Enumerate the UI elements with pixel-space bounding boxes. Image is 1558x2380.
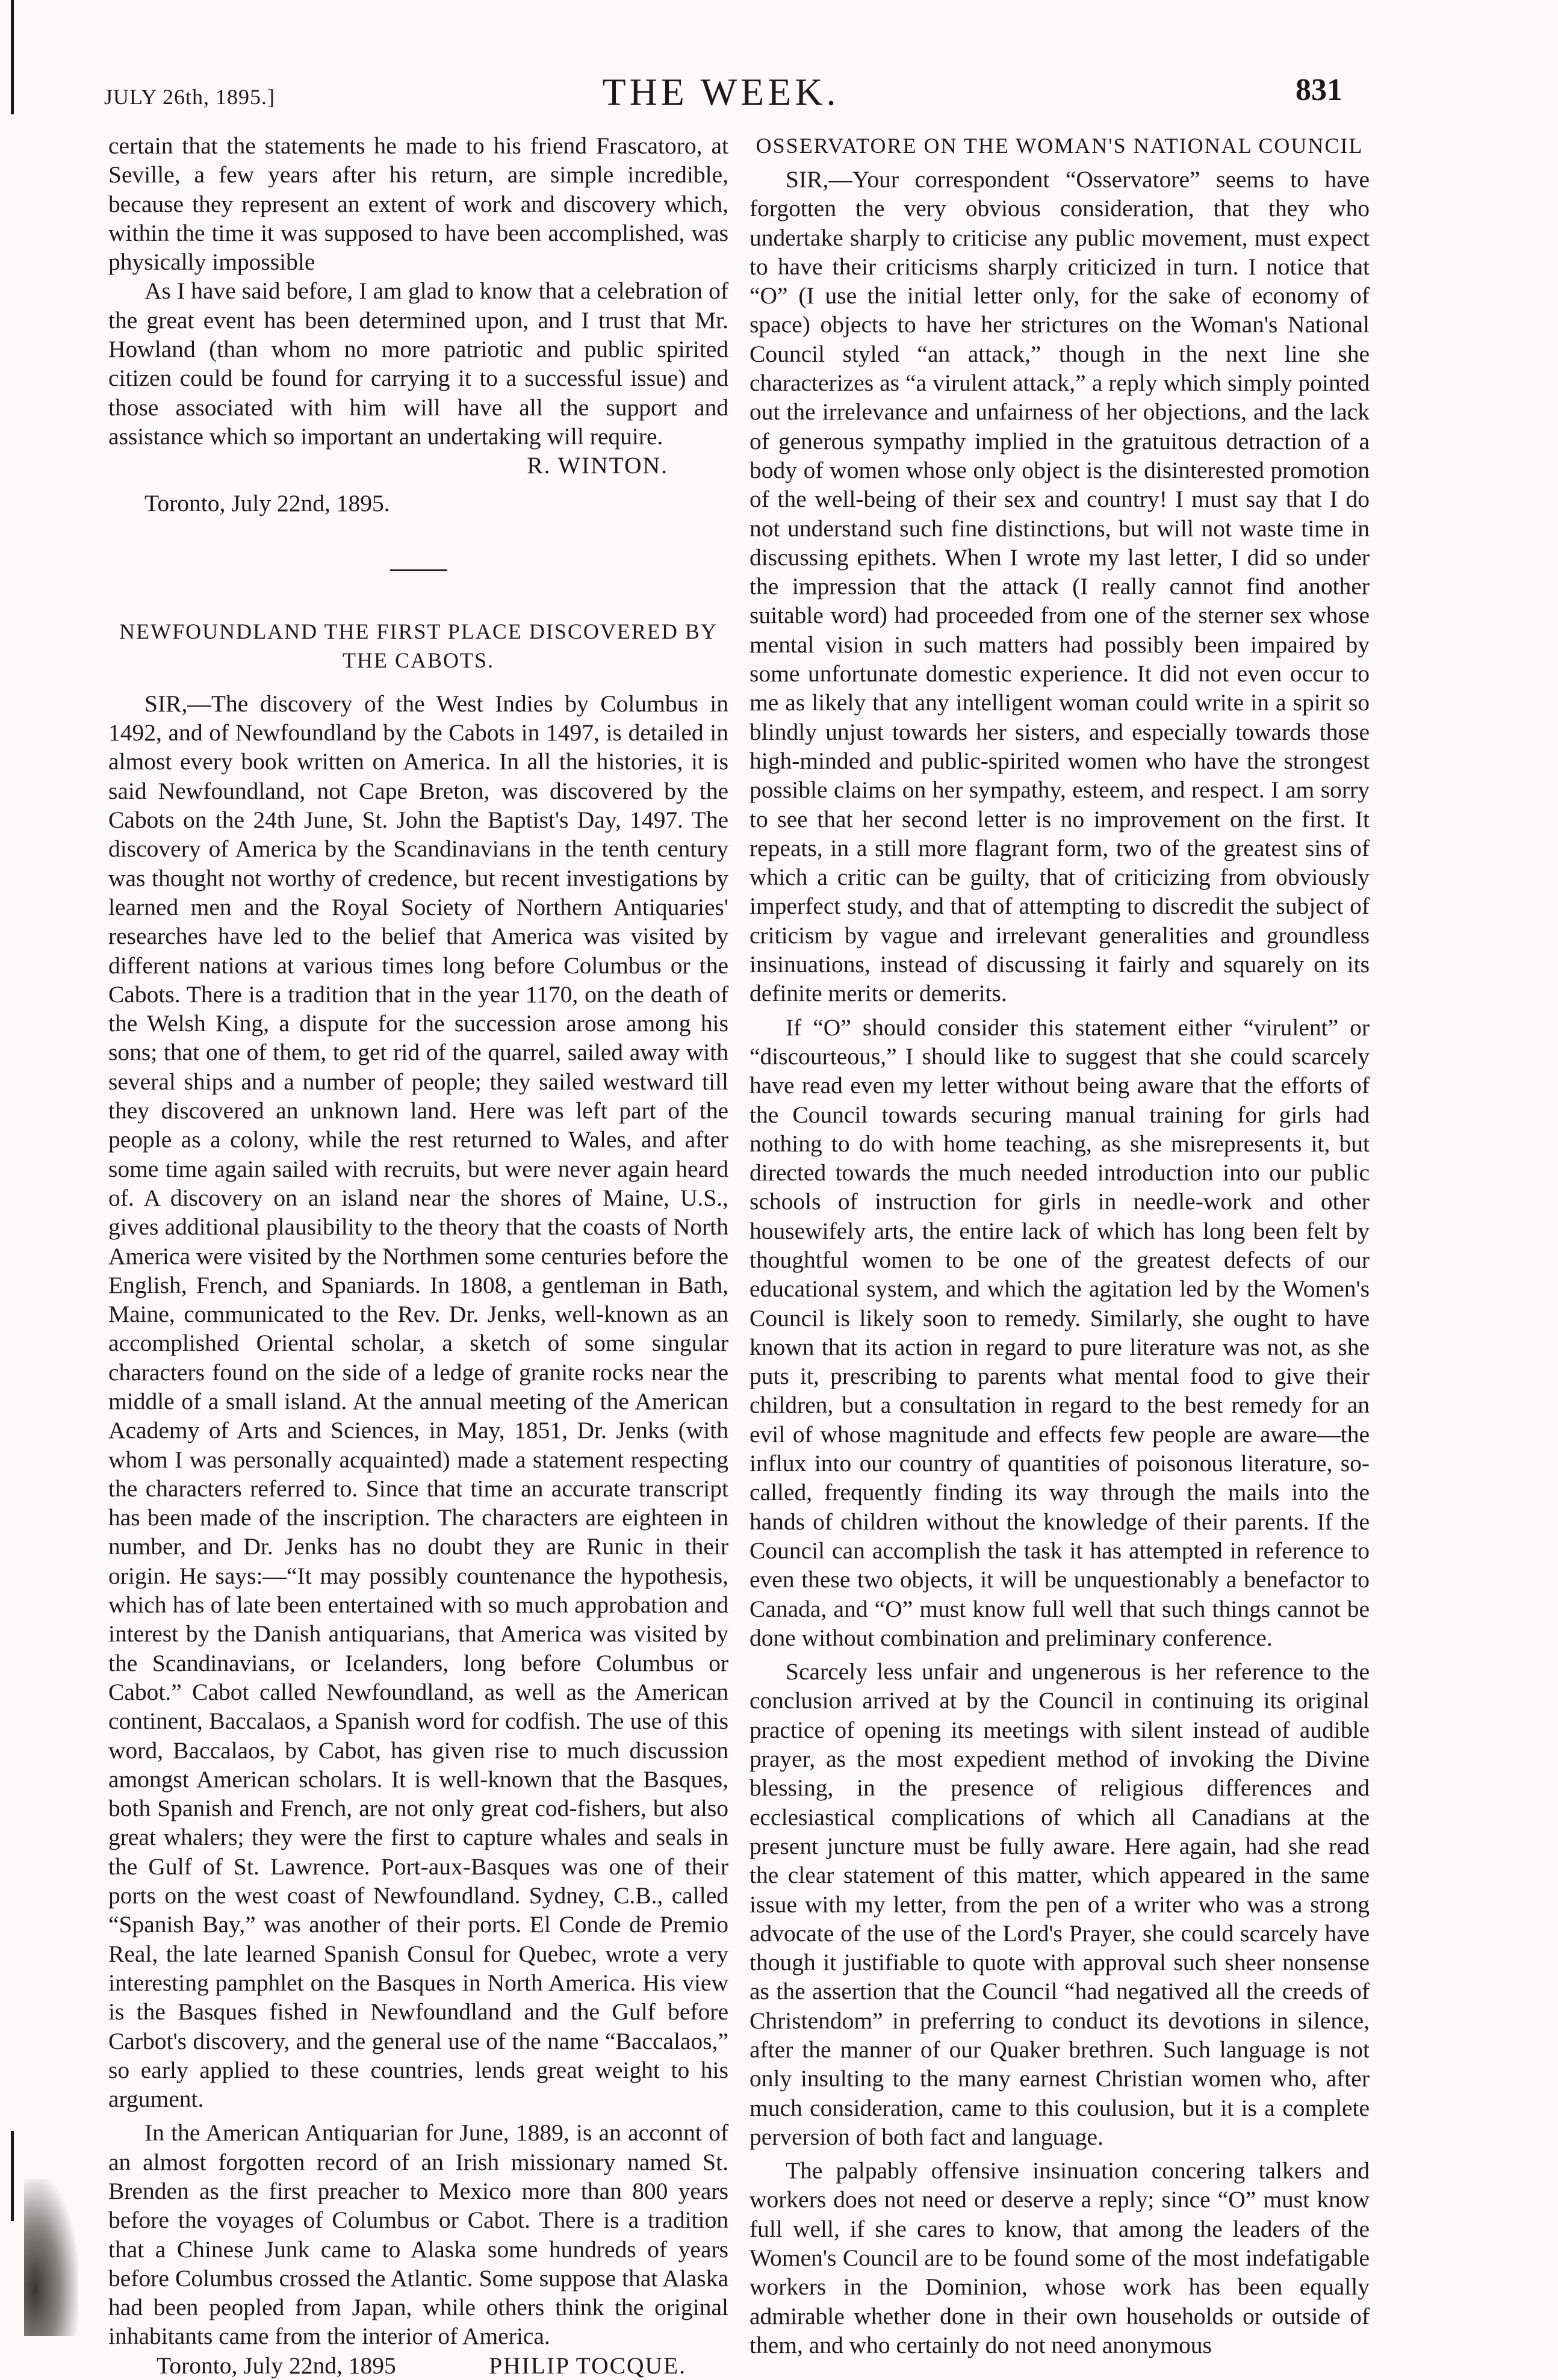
newfoundland-heading: NEWFOUNDLAND THE FIRST PLACE DISCOVERED BY THE CABOTS. xyxy=(119,619,718,672)
tocque-letter-paragraph-1: SIR,—The discovery of the West Indies by Columbus in 1492, and of Newfoundland by the Cabots in 1497, is detailed in almost every book written on America. In all the histories, it is said Newfoundland, not Cape Breton, was discovered by the Cabots on the 24th June, St. John the Baptist's Day, 1497. The discovery of America by the Scandinavians in the tenth century was thought not worthy of credence, but recent investigations by learned men and the Royal Society of Northern Antiquaries' researches have led to the belief that America was visited by different nations at various times long before Columbus or the Cabots. There is a tradition that in the year 1170, on the death of the Welsh King, a dispute for the succession arose among his sons; that one of them, to get rid of the quarrel, sailed away with several ships and a number of people; they sailed westward till they discovered an unknown land. Here was left part of the people as a colony, while the rest returned to Wales, and after some time again sailed with recruits, but were never again heard of. A discovery on an island near the shores of Maine, U.S., gives additional plausibility to the theory that the coasts of North America were visited by the Northmen some centuries before the English, French, and Spaniards. In 1808, a gentleman in Bath, Maine, communicated to the Rev. Dr. Jenks, well-known as an accomplished Oriental scholar, a sketch of some singular characters found on the side of a ledge of granite rocks near the middle of a small island. At the annual meeting of the American Academy of Arts and Sciences, in May, 1851, Dr. Jenks (with whom I was personally acquainted) made a statement respecting the characters referred to. Since that time an accurate transcript has been made of the inscription. The characters are eighteen in number, and Dr. Jenks has no doubt they are Runic in their origin. He says:—“It may possibly countenance the hypothesis, which has of late been entertained with so much approbation and interest by the Danish antiquarians, that America was visited by the Scandinavians, or Icelanders, long before Columbus or Cabot.” Cabot called Newfoundland, as well as the American continent, Baccalaos, a Spanish word for codfish. The use of this word, Baccalaos, by Cabot, has given rise to much discussion amongst American scholars. It is well-known that the Basques, both Spanish and French, are not only great cod-fishers, but also great whalers; they were the first to capture whales and seals in the Gulf of St. Lawrence. Port-aux-Basques was one of their ports on the west coast of Newfoundland. Sydney, C.B., called “Spanish Bay,” was another of their ports. El Conde de Premio Real, the late learned Spanish Consul for Quebec, wrote a very interesting pamphlet on the Basques in North America. His view is the Basques fished in Newfoundland and the Gulf before Carbot's discovery, and the general use of the name “Baccalaos,” so early applied to these countries, lends great weight to his argument. xyxy=(108,690,728,2113)
page-header xyxy=(99,65,1342,125)
winton-dateline: Toronto, July 22nd, 1895. xyxy=(144,489,390,516)
right-column xyxy=(750,131,1370,2360)
osservatore-paragraph-3: Scarcely less unfair and ungenerous is her reference to the conclusion arrived at by the Council in continuing its original practice of opening its meetings with silent instead of audible prayer, as the most expedient method of invoking the Divine blessing, in the presence of religious differences and ecclesiastical complications of which all Canadians at the present juncture must be fully aware. Here again, had she read the clear statement of this matter, which appeared in the same issue with my letter, from the pen of a writer who was a strong advocate of the use of the Lord's Prayer, she could scarcely have though it justifiable to quote with approval such sheer nonsense as the assertion that the Council “had negatived all the creeds of Christendom” in preferring to conduct its devotions in silence, after the manner of our Quaker brethren. Such language is not only insulting to the many earnest Christian women who, after much consideration, came to this coulusion, but it is a complete perversion of both fact and language. xyxy=(750,1658,1370,2150)
tocque-signature-line xyxy=(108,2351,728,2380)
masthead-title: THE WEEK. xyxy=(602,70,840,113)
issue-date: JULY 26th, 1895.] xyxy=(104,85,276,109)
osservatore-heading: OSSERVATORE ON THE WOMAN'S NATIONAL COUNCIL xyxy=(756,134,1364,158)
winton-signature-line xyxy=(108,451,728,480)
osservatore-paragraph-2: If “O” should consider this statement either “virulent” or “discourteous,” I should like to suggest that she could scarcely have read even my letter without being aware that the efforts of the Council towards securing manual training for girls had nothing to do with home teaching, as she misrepresents it, but directed towards the much needed introduction into our public schools of instruction for girls in needle-work and other housewifely arts, the entire lack of which has long been felt by thoughtful women to be one of the greatest defects of our educational system, and which the agitation led by the Women's Council is likely soon to remedy. Similarly, she ought to have known that its action in regard to pure literature was not, as she puts it, prescribing to parents what mental food to give their children, but a consultation in regard to the best remedy for an evil of whose magnitude and effects few people are aware—the influx into our country of quantities of poisonous literature, so-called, frequently finding its way through the mails into the hands of children without the knowledge of their parents. If the Council can accomplish the task it has attempted in reference to even these two objects, it will be unquestionably a benefactor to Canada, and “O” must know full well that such things cannot be done without combination and preliminary conference. xyxy=(750,1014,1370,1651)
tocque-signature: PHILIP TOCQUE. xyxy=(489,2352,686,2379)
left-column xyxy=(108,131,728,2380)
tocque-letter-paragraph-2: In the American Antiquarian for June, 1889, is an acconnt of an almost forgotten record of an Irish missionary named St. Brenden as the first preacher to Mexico more than 800 years before the voyages of Columbus or Cabot. There is a tradition that a Chinese Junk came to Alaska some hundreds of years before Columbus crossed the Atlantic. Some suppose that Alaska had been peopled from Japan, while others think the original inhabitants came from the interior of America. xyxy=(108,2119,728,2350)
winton-signature: R. WINTON. xyxy=(527,452,668,479)
winton-letter-paragraph-2: As I have said before, I am glad to know that a celebration of the great event has been determined upon, and I trust that Mr. Howland (than whom no more patriotic and public spirited citizen could be found for carrying it to a successful issue) and those associated with him will have all the support and assistance which so important an undertaking will require. xyxy=(108,277,728,450)
page-edge-shadow xyxy=(24,2179,78,2336)
section-divider xyxy=(390,569,447,571)
margin-rule-top xyxy=(11,0,14,114)
tocque-dateline: Toronto, July 22nd, 1895 xyxy=(157,2352,396,2379)
osservatore-paragraph-1: SIR,—Your correspondent “Osservatore” seems to have forgotten the very obvious consideration, that they who undertake sharply to criticise any public movement, must expect to have their criticisms sharply criticized in turn. I notice that “O” (I use the initial letter only, for the sake of economy of space) objects to have her strictures on the Woman's National Council styled “an attack,” though in the next line she characterizes as “a virulent attack,” a reply which simply pointed out the irrelevance and unfairness of her objections, and the lack of generous sympathy implied in the gratuitous detraction of a body of women whose only object is the disinterested promotion of the well-being of their sex and country! I must say that I do not understand such fine distinctions, but will not waste time in discussing epithets. When I wrote my last letter, I did so under the impression that the attack (I really cannot find another suitable word) had proceeded from one of the sterner sex whose mental vision in such matters had possibly been impaired by some unfortunate domestic experience. It did not even occur to me as likely that any intelligent woman could write in a spirit so blindly unjust towards her sisters, and especially towards those high-minded and public-spirited women who have the strongest possible claims on her sympathy, esteem, and respect. I am sorry to see that her second letter is no improvement on the first. It repeats, in a still more flagrant form, two of the greatest sins of which a critic can be guilty, that of criticizing from obviously imperfect study, and that of attempting to discredit the subject of criticism by vague and irrelevant generalities and groundless insinuations, instead of discussing it fairly and squarely on its definite merits or demerits. xyxy=(750,166,1370,1007)
margin-rule-bottom xyxy=(11,2131,14,2221)
osservatore-paragraph-4: The palpably offensive insinuation concering talkers and workers does not need or deserve a reply; since “O” must know full well, if she cares to know, that among the leaders of the Women's Council are to be found some of the most indefatigable workers in the Dominion, whose work has been equally admirable whether done in their own households or outside of them, and who certainly do not need anonymous xyxy=(750,2157,1370,2358)
winton-letter-paragraph-1: certain that the statements he made to his friend Frascatoro, at Seville, a few years after his return, are simple incredible, because they represent an extent of work and discovery which, within the time it was supposed to have been accomplished, was physically impossible xyxy=(108,132,728,276)
page-number: 831 xyxy=(1296,73,1342,107)
